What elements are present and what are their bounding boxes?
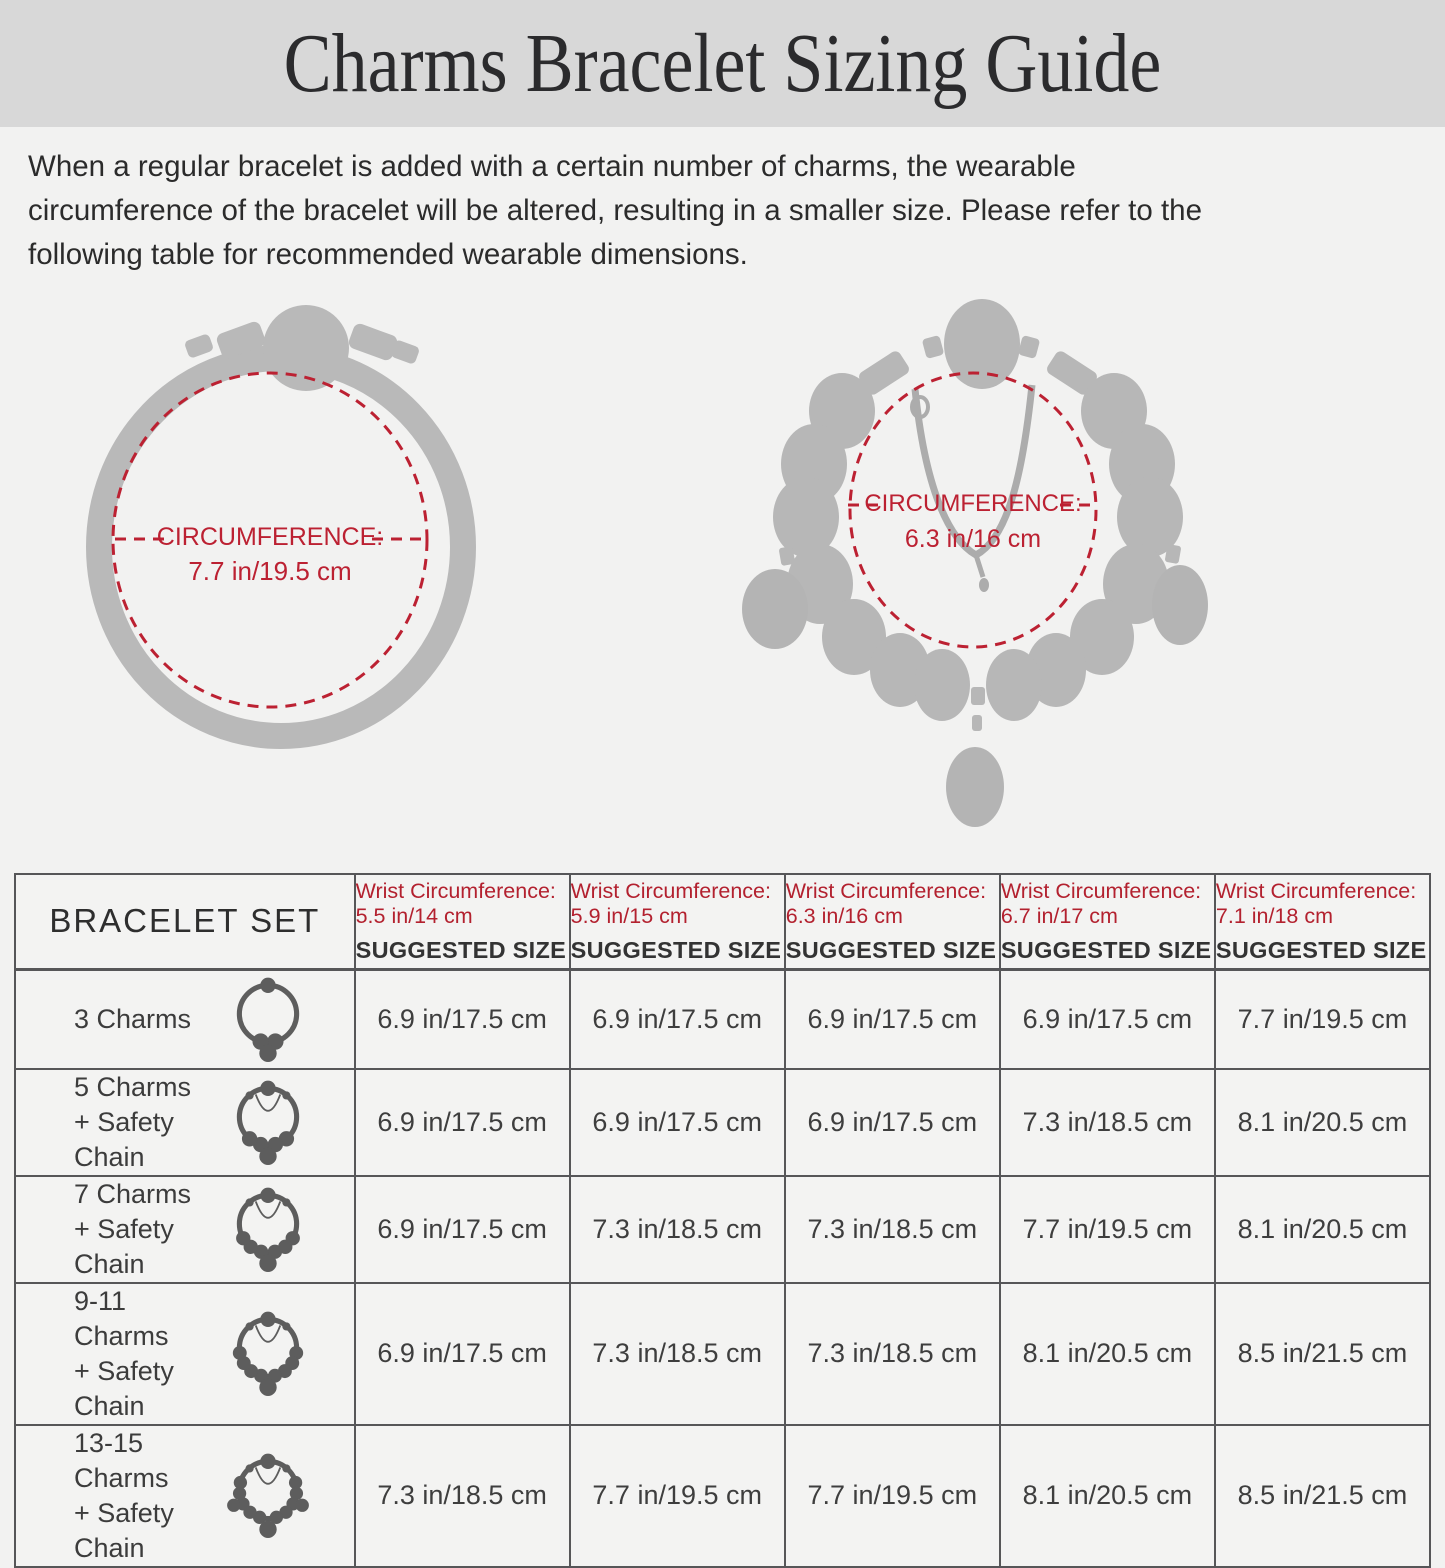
wrist-label: Wrist Circumference: <box>785 878 987 903</box>
set-label: 5 Charms <box>74 1071 192 1102</box>
size-cell: 7.3 in/18.5 cm <box>355 1425 570 1567</box>
set-label: 3 Charms <box>74 1003 192 1034</box>
bracelet-13-15-charms-safety-chain-icon <box>222 1447 314 1544</box>
size-cell: 8.5 in/21.5 cm <box>1215 1425 1430 1567</box>
wrist-column-header-2 <box>570 874 785 969</box>
size-cell: 8.1 in/20.5 cm <box>1000 1283 1215 1425</box>
wrist-value: 6.7 in/17 cm <box>1000 903 1118 928</box>
circumference-label: CIRCUMFERENCE: <box>864 490 1082 517</box>
suggested-size-label: SUGGESTED SIZE <box>355 936 567 963</box>
sizing-table <box>14 873 1431 1568</box>
circumference-label: CIRCUMFERENCE: <box>156 523 384 551</box>
page-title: Charms Bracelet Sizing Guide <box>283 16 1162 110</box>
wrist-label: Wrist Circumference: <box>570 878 771 903</box>
table-row-3-charms <box>15 969 1430 1069</box>
intro-line-1: When a regular bracelet is added with a certain number of charms, the wearable <box>28 150 1076 183</box>
suggested-size-label: SUGGESTED SIZE <box>1215 936 1427 963</box>
wrist-value: 7.1 in/18 cm <box>1215 903 1334 928</box>
size-cell: 7.7 in/19.5 cm <box>1215 969 1430 1069</box>
size-cell: 7.7 in/19.5 cm <box>1000 1176 1215 1283</box>
set-label-line2: + Safety Chain <box>74 1106 174 1172</box>
title-banner <box>0 0 1445 127</box>
bracelet-set-header-cell <box>15 874 355 969</box>
table-row-5-charms <box>15 1069 1430 1176</box>
size-cell: 7.3 in/18.5 cm <box>570 1283 785 1425</box>
size-cell: 8.1 in/20.5 cm <box>1215 1069 1430 1176</box>
set-cell <box>15 1283 355 1425</box>
suggested-size-label: SUGGESTED SIZE <box>785 936 997 963</box>
wrist-column-header-5 <box>1215 874 1430 969</box>
wrist-value: 5.5 in/14 cm <box>355 903 473 928</box>
size-cell: 6.9 in/17.5 cm <box>570 969 785 1069</box>
safety-chain <box>912 385 1032 592</box>
bracelet-figures <box>0 277 1445 873</box>
size-cell: 8.1 in/20.5 cm <box>1215 1176 1430 1283</box>
table-row-13-15-charms <box>15 1425 1430 1567</box>
circumference-value: 6.3 in/16 cm <box>904 525 1042 553</box>
size-cell: 6.9 in/17.5 cm <box>785 969 1000 1069</box>
set-cell <box>15 1425 355 1567</box>
wrist-column-header-4 <box>1000 874 1215 969</box>
charm-bracelet-figure <box>720 277 1445 873</box>
circumference-value: 7.7 in/19.5 cm <box>188 556 352 586</box>
set-label: 7 Charms <box>74 1178 192 1209</box>
plain-bracelet-figure <box>0 277 720 873</box>
intro-line-2: circumference of the bracelet will be altered, resulting in a smaller size. Please refer to the <box>28 194 1202 227</box>
bracelet-7-charms-safety-chain-icon <box>222 1181 314 1278</box>
wrist-value: 6.3 in/16 cm <box>785 903 903 928</box>
wrist-column-header-3 <box>785 874 1000 969</box>
bracelet-9-11-charms-safety-chain-icon <box>222 1305 314 1402</box>
bracelet-set-header-label: BRACELET SET <box>49 902 321 940</box>
table-row-9-11-charms <box>15 1283 1430 1425</box>
wrist-value: 5.9 in/15 cm <box>570 903 688 928</box>
size-cell: 6.9 in/17.5 cm <box>355 969 570 1069</box>
size-cell: 6.9 in/17.5 cm <box>355 1069 570 1176</box>
size-cell: 7.7 in/19.5 cm <box>785 1425 1000 1567</box>
intro-line-3: following table for recommended wearable dimensions. <box>28 238 748 271</box>
set-cell <box>15 1069 355 1176</box>
size-cell: 6.9 in/17.5 cm <box>355 1176 570 1283</box>
size-cell: 6.9 in/17.5 cm <box>355 1283 570 1425</box>
set-label-line2: + Safety Chain <box>74 1355 174 1421</box>
intro-paragraph <box>28 145 1445 277</box>
suggested-size-label: SUGGESTED SIZE <box>570 936 782 963</box>
bracelet-5-charms-safety-chain-icon <box>222 1074 314 1171</box>
table-row-7-charms <box>15 1176 1430 1283</box>
set-label-line2: + Safety Chain <box>74 1213 174 1279</box>
size-cell: 7.3 in/18.5 cm <box>570 1176 785 1283</box>
wrist-label: Wrist Circumference: <box>1215 878 1417 903</box>
set-label: 9-11 Charms <box>74 1285 169 1351</box>
bracelet-3-charms-icon <box>222 971 314 1068</box>
size-cell: 8.5 in/21.5 cm <box>1215 1283 1430 1425</box>
wrist-column-header-1 <box>355 874 570 969</box>
size-cell: 6.9 in/17.5 cm <box>570 1069 785 1176</box>
wrist-label: Wrist Circumference: <box>1000 878 1202 903</box>
size-cell: 7.3 in/18.5 cm <box>1000 1069 1215 1176</box>
size-cell: 6.9 in/17.5 cm <box>785 1069 1000 1176</box>
set-label: 13-15 Charms <box>74 1427 169 1493</box>
size-cell: 7.3 in/18.5 cm <box>785 1176 1000 1283</box>
suggested-size-label: SUGGESTED SIZE <box>1000 936 1212 963</box>
wrist-label: Wrist Circumference: <box>355 878 556 903</box>
set-cell <box>15 969 355 1069</box>
size-cell: 8.1 in/20.5 cm <box>1000 1425 1215 1567</box>
set-cell <box>15 1176 355 1283</box>
size-cell: 7.7 in/19.5 cm <box>570 1425 785 1567</box>
table-header-row <box>15 874 1430 969</box>
set-label-line2: + Safety Chain <box>74 1497 174 1563</box>
size-cell: 6.9 in/17.5 cm <box>1000 969 1215 1069</box>
size-cell: 7.3 in/18.5 cm <box>785 1283 1000 1425</box>
